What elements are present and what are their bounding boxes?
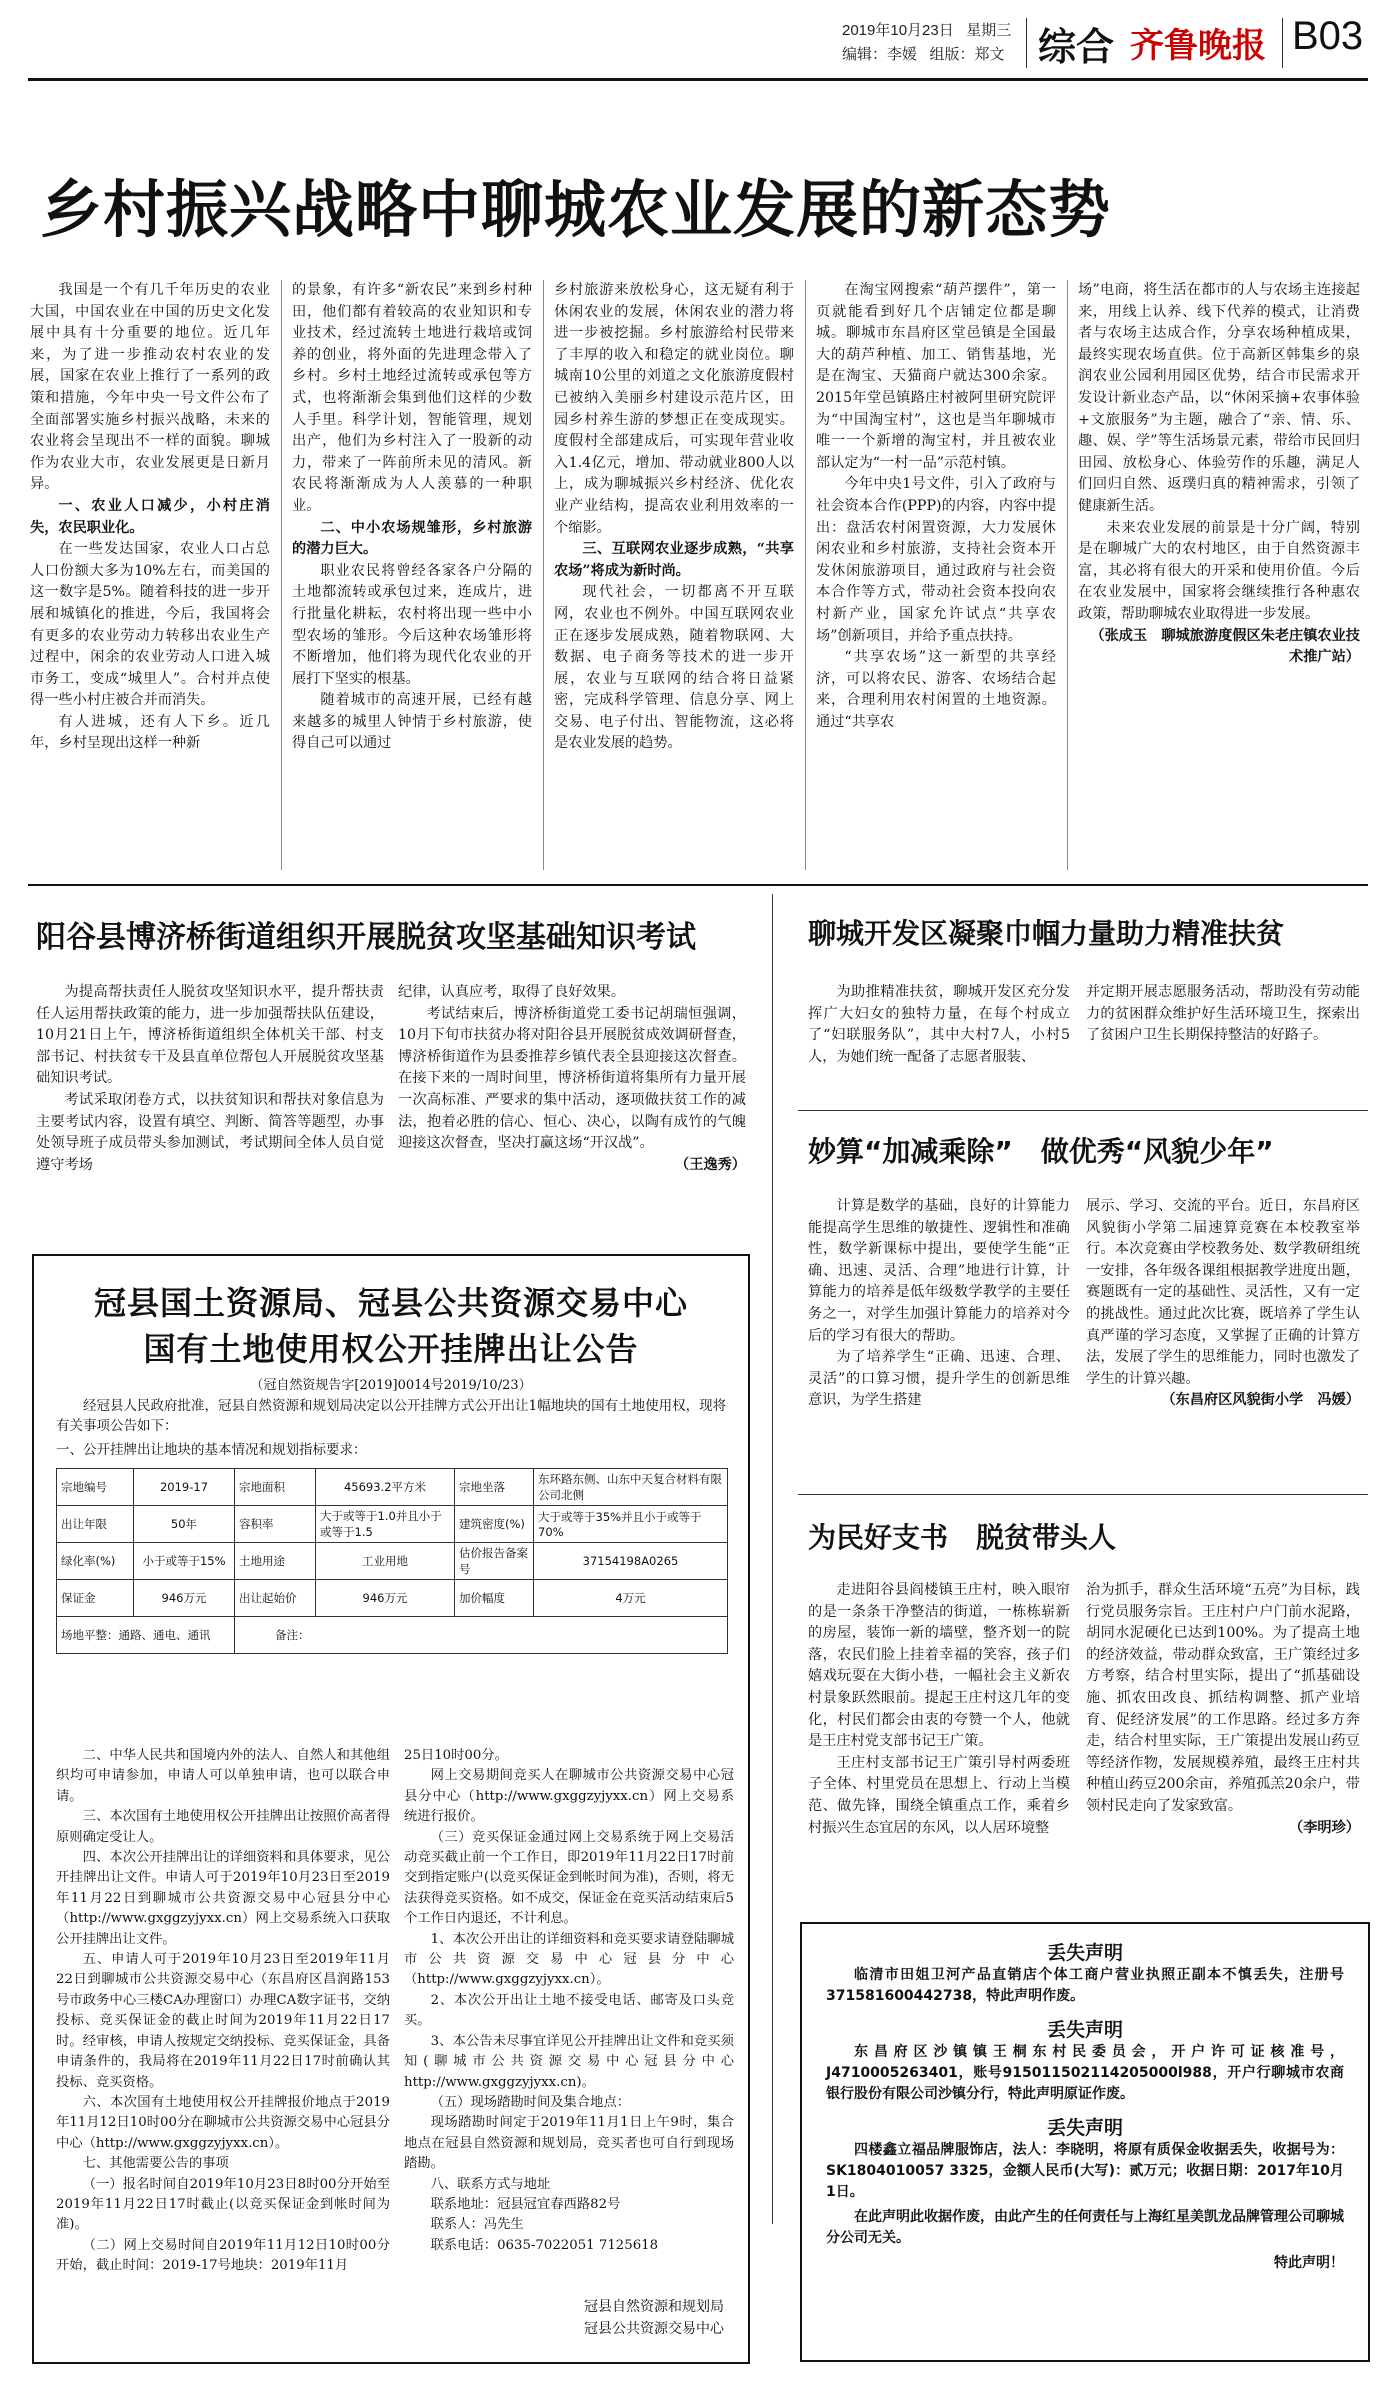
notice-sign-1: 冠县自然资源和规划局 [584,2299,724,2315]
lost-text-1: 临清市田姐卫河产品直销店个体工商户营业执照正副本不慎丢失，注册号371581600442738，特此声明作废。 [826,1967,1344,2004]
editor-name: 编辑：李媛 [842,46,918,63]
paragraph: 七、其他需要公告的事项 [82,2156,229,2172]
women-title: 聊城开发区凝聚巾帼力量助力精准扶贫 [808,917,1285,950]
math-title: 妙算“加减乘除” 做优秀“风貌少年” [808,1135,1274,1168]
paragraph: 走进阳谷县阎楼镇王庄村，映入眼帘的是一条条干净整洁的街道，一栋栋崭新的房屋，装饰一新的墙壁，整齐划一的院落，农民们脸上挂着幸福的笑容，孩子们嬉戏玩耍在大街小巷，一幅社会主义新农村景象跃然眼前。提起王庄村这几年的变化，村民们都会由衷的夸赞一个人，他就是王庄村党支部书记王广策。 [808,1582,1070,1750]
math-col-2 [1086,1196,1360,1486]
cell: 估价报告备案号 [455,1543,534,1580]
cell: 保证金 [57,1580,134,1617]
land-auction-notice [32,1254,750,2364]
paragraph: 考试采取闭卷方式，以扶贫知识和帮扶对象信息为主要考试内容，设置有填空、判断、简答等题型，办事处领导班子成员带头参加测试，考试期间全体人员自觉遵守考场 [36,1091,384,1173]
paragraph: 考试结束后，博济桥街道党工委书记胡瑞恒强调，10月下旬市扶贫办将对阳谷县开展脱贫成效调研督查，博济桥街道作为县委推荐乡镇代表全县迎接这次督查。在接下来的一周时间里，博济桥街道将集所有力量开展一次高标准、严要求的集中活动，逐项做扶贫工作的减法，抱着必胜的信心、恒心、决心，以陶有成竹的气魄迎接这次督查，坚决打赢这场“开汉战”。 [398,1005,746,1152]
paragraph: 3、本公告未尽事宜详见公开挂牌出让文件和竞买须知(聊城市公共资源交易中心冠县分中心http://www.gxggzyjyxx.cn)。 [404,2033,734,2090]
lead-col-4 [816,280,1056,875]
cell: 出让年限 [57,1506,134,1543]
cell: 37154198A0265 [534,1543,728,1580]
paragraph: 展示、学习、交流的平台。近日，东昌府区风貌街小学第二届速算竞赛在本校教室举行。本次竞赛由学校教务处、数学教研组统一安排，各年级各课组根据教学进度出题，赛题既有一定的基础性、灵活性，又有一定的挑战性。通过此次比赛，既培养了学生认真严谨的学习态度，又掌握了正确的计算方法，发展了学生的思维能力，同时也激发了学生的计算兴趣。 [1086,1198,1360,1387]
cell: 绿化率(%) [57,1543,134,1580]
cell: 宗地编号 [57,1469,134,1506]
paragraph: 四、本次公开挂牌出让的详细资料和具体要求，见公开挂牌出让文件。申请人可于2019年10月23日至2019年11月22日到聊城市公共资源交易中心冠县分中心（http://www.gxggzyjyxx.cn）网上交易系统入口获取公开挂牌出让文件。 [56,1850,390,1947]
paragraph: “共享农场”这一新型的共享经济，可以将农民、游客、农场结合起来，合理利用农村闲置的土地资源。通过“共享农 [816,649,1056,730]
paragraph: 2、本次公开出让土地不接受电话、邮寄及口头竞买。 [404,1992,734,2029]
issue-weekday: 星期三 [966,22,1012,39]
notice-signature [514,2296,724,2340]
women-col-1 [808,982,1070,1102]
lost-title-1: 丢失声明 [1046,1942,1123,1964]
lost-end: 特此声明！ [1274,2255,1344,2271]
paragraph: 乡村旅游来放松身心，这无疑有利于休闲农业的发展，休闲农业的潜力将进一步被挖掘。乡村旅游给村民带来了丰厚的收入和稳定的就业岗位。聊城南10公里的刘道之文化旅游度假村已被纳入美丽乡村建设示范片区，田园乡村养生游的梦想正在变成现实。度假村全部建成后，可实现年营业收入1.4亿元，增加、带动就业800人以上，成为聊城振兴乡村经济、优化农业产业结构，提高农业利用效率的一个缩影。 [554,282,794,536]
lead-col-5 [1078,280,1360,875]
cell: 宗地面积 [235,1469,316,1506]
paragraph: （一）报名时间自2019年10月23日8时00分开始至2019年11月22日17时截止(以竞买保证金到帐时间为准)。 [56,2176,390,2233]
paragraph: 计算是数学的基础，良好的计算能力能提高学生思维的敏捷性、逻辑性和准确性，数学新课标中提出，要使学生能“正确、迅速、灵活、合理”地进行计算，计算能力的培养是低年级数学教学的主要任务之一，对学生加强计算能力的培养对今后的学习有很大的帮助。 [808,1198,1070,1344]
paragraph: 六、本次国有土地使用权公开挂牌报价地点于2019年11月12日10时00分在聊城市公共资源交易中心冠县分中心（http://www.gxggzyjyxx.cn）。 [56,2094,390,2151]
issue-date-line [842,20,1011,42]
lost-notices-box [800,1922,1370,2362]
lead-bottom-rule [28,884,1368,886]
cell: 东环路东侧、山东中天复合材料有限公司北侧 [534,1469,728,1506]
section-name: 综合 [1038,25,1115,69]
paragraph: 并定期开展志愿服务活动，帮助没有劳动能力的贫困群众维护好生活环境卫生，探索出了贫困户卫生长期保持整洁的好路子。 [1086,984,1360,1044]
lost-title-3: 丢失声明 [1046,2117,1123,2139]
village-title: 为民好支书 脱贫带头人 [808,1521,1117,1554]
paragraph: 为提高帮扶责任人脱贫攻坚知识水平，提升帮扶责任人运用帮扶政策的能力，进一步加强帮扶队伍建设，10月21日上午，博济桥街道组织全体机关干部、村支部书记、村扶贫专干及县直单位帮包人开展脱贫攻坚基础知识考试。 [36,984,384,1087]
subheading: 二、中小农场规雏形，乡村旅游的潜力巨大。 [292,519,532,558]
paragraph: 五、申请人可于2019年10月23日至2019年11月22日到聊城市公共资源交易中心（东昌府区昌润路153号市政务中心三楼CA办理窗口）办理CA数字证书，交纳投标、竞买保证金的截止时间为2019年11月22日17时。经审核，申请人按规定交纳投标、竞买保证金，具备申请条件的，我局将在2019年11月22日17时前确认其投标、竞买资格。 [56,1952,390,2090]
lead-col-1 [30,280,270,875]
notice-section-1: 一、公开挂牌出让地块的基本情况和规划指标要求： [56,1442,367,1458]
lost-text-4: 在此声明此收据作废，由此产生的任何责任与上海红星美凯龙品牌管理公司聊城分公司无关。 [826,2209,1344,2246]
village-col-1 [808,1580,1070,1910]
paragraph: 二、中华人民共和国境内外的法人、自然人和其他组织均可申请参加，申请人可以单独申请，也可以联合申请。 [56,1748,390,1804]
subheading: 一、农业人口减少，小村庄消失，农民职业化。 [30,497,270,536]
cell: 宗地坐落 [455,1469,534,1506]
notice-docno: （冠自然资规告字[2019]0014号2019/10/23） [250,1378,532,1393]
paragraph: （五）现场踏勘时间及集合地点： [430,2094,631,2110]
paragraph: 现场踏勘时间定于2019年11月1日上午9时，集合地点在冠县自然资源和规划局，竞买者也可自行到现场踏勘。 [404,2115,734,2172]
issue-date: 2019年10月23日 [842,22,954,39]
paragraph: 的景象，有许多“新农民”来到乡村种田，他们都有着较高的农业知识和专业技术，经过流转土地进行栽培或饲养的创业，将外面的先进理念带入了乡村。乡村土地经过流转或承包等方式，也将渐渐会集到他们这样的少数人手里。科学计划，智能管理，规划出产，他们为乡村注入了一股新的动力，带来了一阵前所未见的清风。新农民将渐渐成为人人羡慕的一种职业。 [292,282,532,514]
exam-col-2 [398,982,746,1227]
page-number: B03 [1292,14,1364,58]
lead-col-2 [292,280,532,875]
paragraph: 三、本次国有土地使用权公开挂牌出让按照价高者得原则确定受让人。 [56,1809,390,1845]
exam-title: 阳谷县博济桥街道组织开展脱贫攻坚基础知识考试 [36,920,696,955]
byline: （东昌府区风貌街小学 冯媛） [1161,1392,1360,1409]
paragraph: 联系电话：0635-7022051 7125618 [430,2237,659,2253]
paragraph: 现代社会，一切都离不开互联网，农业也不例外。中国互联网农业正在逐步发展成熟，随着物联网、大数据、电子商务等技术的进一步开展，农业与互联网的结合将日益紧密，完成科学管理、信息分享、网上交易、电子付出、智能物流，这必将是农业发展的趋势。 [554,584,794,752]
cell: 土地用途 [235,1543,316,1580]
paragraph: 有人进城，还有人下乡。近几年，乡村呈现出这样一种新 [30,713,270,752]
math-col-1 [808,1196,1070,1486]
lost-notices-list [826,1938,1344,2274]
paragraph: 今年中央1号文件，引入了政府与社会资本合作(PPP)的内容，内容中提出：盘活农村闲置资源，大力发展休闲农业和乡村旅游，支持社会资本开发休闲旅游项目，通过政府与社会资本合作等方式，带动社会资本投向农村新产业，国家允许试点“共享农场”创新项目，并给予重点扶持。 [816,476,1056,644]
paragraph: 我国是一个有几千年历史的农业大国，中国农业在中国的历史文化发展中具有十分重要的地位。近几年来，为了进一步推动农村农业的发展，国家在农业上推行了一系列的政策和措施，今年中央一号文件公布了全面部署实施乡村振兴战略，未来的农业将会呈现出不一样的面貌。聊城作为农业大市，农业发展更是日新月异。 [30,282,270,493]
notice-sign-2: 冠县公共资源交易中心 [584,2321,724,2337]
paragraph: 25日10时00分。 [404,1748,508,1763]
paragraph: 联系人：冯先生 [430,2217,524,2233]
paragraph: 1、本次公开出让的详细资料和竞买要求请登陆聊城市公共资源交易中心冠县分中心（http://www.gxggzyjyxx.cn）。 [404,1931,734,1988]
cell: 50年 [134,1506,235,1543]
cell: 946万元 [134,1580,235,1617]
cell: 容积率 [235,1506,316,1543]
cell: 小于或等于15% [134,1543,235,1580]
cell: 建筑密度(%) [455,1506,534,1543]
designer-name: 组版：郑文 [929,46,1005,63]
cell: 946万元 [316,1580,455,1617]
paragraph: 王庄村支部书记王广策引导村两委班子全体、村里党员在思想上、行动上当模范、做先锋，围绕全镇重点工作，乘着乡村振兴生态宜居的东风，以人居环境整 [808,1754,1070,1836]
paragraph: 纪律，认真应考，取得了良好效果。 [398,984,626,1000]
paragraph: 场”电商，将生活在都市的人与农场主连接起来，用线上认养、线下代养的模式，让消费者与农场主达成合作，分享农场种植成果，最终实现农场直供。位于高新区韩集乡的泉润农业公园利用园区优势，结合市民需求开发设计新业态产品，以“休闲采摘+农事体验+文旅服务”为主题，融合了“亲、情、乐、趣、娱、学”等生活场景元素，带给市民回归田园、放松身心、体验劳作的乐趣，满足人们回归自然、返璞归真的精神需求，引领了健康新生活。 [1078,282,1360,514]
paragraph: （二）网上交易时间自2019年11月12日10时00分开始，截止时间：2019-17号地块：2019年11月 [56,2237,390,2274]
cell: 工业用地 [316,1543,455,1580]
header-rule [28,78,1368,81]
paragraph: 在一些发达国家，农业人口占总人口份额大多为10%左右，而美国的这一数字是5%。随着科技的进一步开展和城镇化的推进，今后，我国将会有更多的农业劳动力转移出农业生产过程中，闲余的农业劳动人口进入城市务工，变成“城里人”。合村并点使得一些小村庄被合并而消失。 [30,541,270,709]
lead-title: 乡村振兴战略中聊城农业发展的新态势 [40,173,1112,246]
notice-title-1: 冠县国土资源局、冠县公共资源交易中心 [93,1284,688,1322]
cell: 出让起始价 [235,1580,316,1617]
lead-col-3 [554,280,794,875]
editor-line [842,44,1005,66]
paragraph: 网上交易期间竞买人在聊城市公共资源交易中心冠县分中心（http://www.gxggzyjyxx.cn）网上交易系统进行报价。 [404,1768,734,1825]
lost-title-2: 丢失声明 [1046,2019,1123,2041]
byline: （王逸秀） [675,1156,746,1173]
subheading: 三、互联网农业逐步成熟，“共享农场”将成为新时尚。 [554,541,794,579]
village-col-2 [1086,1580,1360,1910]
paragraph: 随着城市的高速开展，已经有越来越多的城里人钟情于乡村旅游，使得自己可以通过 [292,692,532,752]
byline: （李明珍） [1289,1819,1360,1836]
paragraph: 为了培养学生“正确、迅速、合理、灵活”的口算习惯，提升学生的创新思维意识，为学生搭建 [808,1349,1070,1409]
cell: 45693.2平方米 [316,1469,455,1506]
exam-col-1 [36,982,384,1227]
paragraph: 为助推精准扶贫，聊城开发区充分发挥广大妇女的独特力量，在每个村成立了“妇联服务队”，其中大村7人，小村5人，为她们统一配备了志愿者服装、 [808,984,1070,1065]
lost-text-3: 四楼鑫立福品牌服饰店，法人：李晓明，将原有质保金收据丢失，收据号为：SK1804010057 3325，金额人民币(大写)：贰万元；收据日期：2017年10月1日。 [826,2142,1344,2200]
cell: 大于或等于1.0并且小于或等于1.5 [316,1506,455,1543]
cell: 加价幅度 [455,1580,534,1617]
byline: （张成玉 聊城旅游度假区朱老庄镇农业技术推广站） [1090,627,1360,666]
cell: 4万元 [534,1580,728,1617]
paragraph: 治为抓手，群众生活环境“五亮”为目标，践行党员服务宗旨。王庄村户户门前水泥路，胡同水泥硬化已达到100%。为了提高土地的经济效益，带动群众致富，王广策经过多方考察，结合村里实际，提出了“抓基础设施、抓农田改良、抓结构调整、抓产业培育、促经济发展”的工作思路。经过多方奔走，结合村里实际，王广策提出发展山药豆等经济作物，发展规模养殖，最终王庄村共种植山药豆200余亩，养殖孤羔20余户，带领村民走向了发家致富。 [1086,1582,1360,1814]
paragraph: 在淘宝网搜索“葫芦摆件”，第一页就能看到好几个店铺定位都是聊城。聊城市东昌府区堂邑镇是全国最大的葫芦种植、加工、销售基地，光是在淘宝、天猫商户就达300余家。2015年堂邑镇路庄村被阿里研究院评为“中国淘宝村”，这也是当年聊城市唯一一个新增的淘宝村，并且被农业部认定为“一村一品”示范村镇。 [816,282,1056,471]
newspaper-logo: 齐鲁晚报 [1130,26,1266,66]
cell: 大于或等于35%并且小于或等于70% [534,1506,728,1543]
notice-intro: 经冠县人民政府批准，冠县自然资源和规划局决定以公开挂牌方式公开出让1幅地块的国有土地使用权，现将有关事项公告如下： [56,1398,727,1434]
cell: 备注： [235,1617,728,1654]
paragraph: （三）竞买保证金通过网上交易系统于网上交易活动竞买截止前一个工作日，即2019年11月22日17时前交到指定账户(以竞买保证金到帐时间为准)，否则，将无法获得竞买资格。如不成交，保证金在竞买活动结束后5个工作日内退还，不计利息。 [404,1829,734,1927]
notice-col-a [56,1746,390,2346]
paragraph: 职业农民将曾经各家各户分隔的土地都流转或承包过来，连成片，进行批量化耕耘，农村将出现一些中小型农场的雏形。今后这种农场雏形将不断增加，他们将为现代化农业的开展打下坚实的根基。 [292,562,532,687]
paragraph: 联系地址：冠县冠宜春西路82号 [430,2196,621,2212]
paragraph: 八、联系方式与地址 [430,2176,551,2192]
lost-text-2: 东昌府区沙镇镇王桐东村民委员会，开户许可证核准号，J4710005263401，账号915011502114205000l988，开户行聊城市农商银行股份有限公司沙镇分行，特此声明原证作废。 [826,2044,1344,2102]
cell: 场地平整：通路、通电、通讯 [57,1617,235,1654]
notice-col-b [404,1746,734,2286]
cell: 2019-17 [134,1469,235,1506]
land-table [56,1468,728,1654]
women-col-2 [1086,982,1360,1102]
notice-title-2: 国有土地使用权公开挂牌出让公告 [143,1330,639,1368]
paragraph: 未来农业发展的前景是十分广阔，特别是在聊城广大的农村地区，由于自然资源丰富，其必将有很大的开采和使用价值。今后在农业发展中，国家将会继续推行各种惠农政策，帮助聊城农业取得进一步发展。 [1078,519,1360,622]
